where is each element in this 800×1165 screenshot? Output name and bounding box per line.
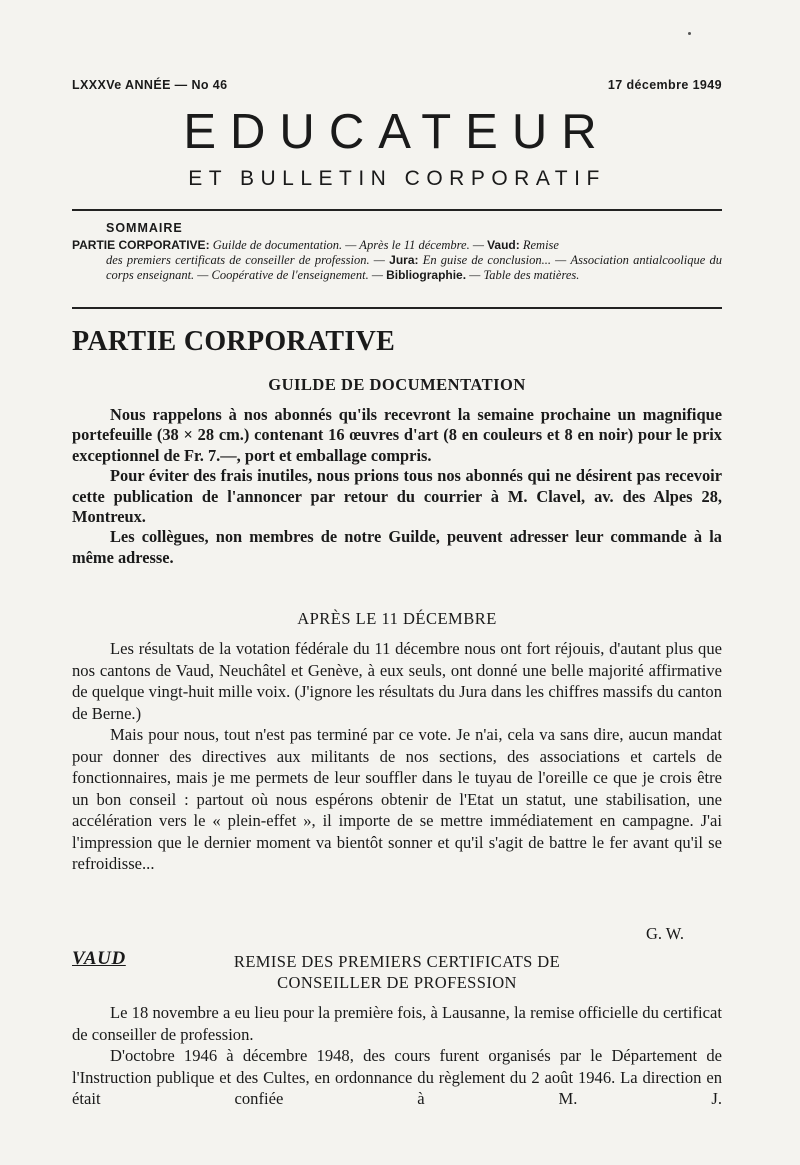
guilde-paragraph-2: Pour éviter des frais inutiles, nous prions tous nos abonnés qui ne désirent pas recevoir cette publication de l'annoncer par retour du courrier à M. Clavel, av. des Alpes 28, Montreux. (72, 466, 722, 527)
vaud-title-line-2: CONSEILLER DE PROFESSION (277, 973, 517, 992)
signature: G. W. (645, 924, 684, 943)
summary-items-2b: des premiers certificats de conseiller de profession. — (106, 253, 385, 268)
vaud-article (72, 1002, 722, 1110)
vaud-title (172, 951, 622, 993)
guilde-title: GUILDE DE DOCUMENTATION (268, 375, 526, 394)
guilde-paragraph-3: Les collègues, non membres de notre Guilde, peuvent adresser leur commande à la même adresse. (72, 527, 722, 567)
divider-bottom (72, 307, 722, 309)
summary-items-2a: Remise (522, 238, 559, 252)
apres-article (72, 638, 722, 875)
section-title: PARTIE CORPORATIVE (72, 326, 396, 357)
apres-title: APRÈS LE 11 DÉCEMBRE (297, 609, 497, 628)
vaud-paragraph-2: D'octobre 1946 à décembre 1948, des cours furent organisés par le Département de l'Instruction publique et des Cultes, en ordonnance du règlement du 2 août 1946. La direction en était confiée à M. J. (72, 1046, 722, 1108)
summary-jura-label: Jura: (389, 253, 419, 268)
print-speck (688, 32, 691, 35)
summary-section-label: PARTIE CORPORATIVE: (72, 238, 210, 252)
issue-date: 17 décembre 1949 (607, 78, 722, 92)
vaud-paragraph-1: Le 18 novembre a eu lieu pour la première fois, à Lausanne, la remise officielle du certificat de conseiller de profession. (72, 1003, 722, 1044)
divider-top (72, 209, 722, 211)
summary-items-1: Guilde de documentation. — Après le 11 décembre. — (212, 238, 484, 252)
summary-items-3: En guise de conclusion... — (422, 253, 567, 268)
summary-box (72, 218, 722, 284)
summary-items-5: — Table des matières. (469, 268, 580, 283)
guilde-paragraph-1: Nous rappelons à nos abonnés qu'ils recevront la semaine prochaine un magnifique portefeuille (38 × 28 cm.) contenant 16 œuvres d'art (8 en couleurs et 8 en noir) pour le prix exceptionnel de Fr. 7.—, port et emballage compris. (72, 405, 722, 465)
vaud-label: VAUD (72, 948, 126, 969)
summary-vaud-label: Vaud: (487, 238, 520, 252)
issue-line (72, 78, 722, 94)
summary-body (72, 238, 722, 284)
issue-number: LXXXVe ANNÉE — No 46 (72, 78, 228, 92)
apres-paragraph-1: Les résultats de la votation fédérale du 11 décembre nous ont fort réjouis, d'autant plus que nos cantons de Vaud, Neuchâtel et Genève, à eux seuls, ont donné une belle majorité affirmative de quelque vingt-huit mille voix. (J'ignore les résultats du Jura dans les chiffres massifs du canton de Berne.) (72, 639, 722, 723)
apres-paragraph-2: Mais pour nous, tout n'est pas terminé par ce vote. Je n'ai, cela va sans dire, aucun mandat pour donner des directives aux militants de nos sections, des associations et cartels de fonctionnaires, mais je me permets de leur souffler dans le tuyau de l'oreille ce que je crois être un bon conseil : partout où nous espérons obtenir de l'Etat un statut, une stabilisation, une accélération vers le « plein-effet », il importe de se mettre immédiatement en campagne. J'ai l'impression que le dernier moment va bientôt sonner et qu'il s'agit de battre le fer avant qu'il se refroidisse... (72, 725, 722, 873)
summary-biblio-label: Bibliographie. (386, 268, 467, 283)
guilde-article (72, 405, 722, 568)
summary-heading: SOMMAIRE (106, 221, 183, 235)
vaud-title-line-1: REMISE DES PREMIERS CERTIFICATS DE (233, 952, 561, 971)
summary-items-4: Association antialcoolique du corps enseignant. — Coopérative de l'enseignement. — (106, 253, 722, 283)
masthead-title: EDUCATEUR (183, 105, 611, 159)
masthead-subtitle: ET BULLETIN CORPORATIF (188, 167, 606, 190)
